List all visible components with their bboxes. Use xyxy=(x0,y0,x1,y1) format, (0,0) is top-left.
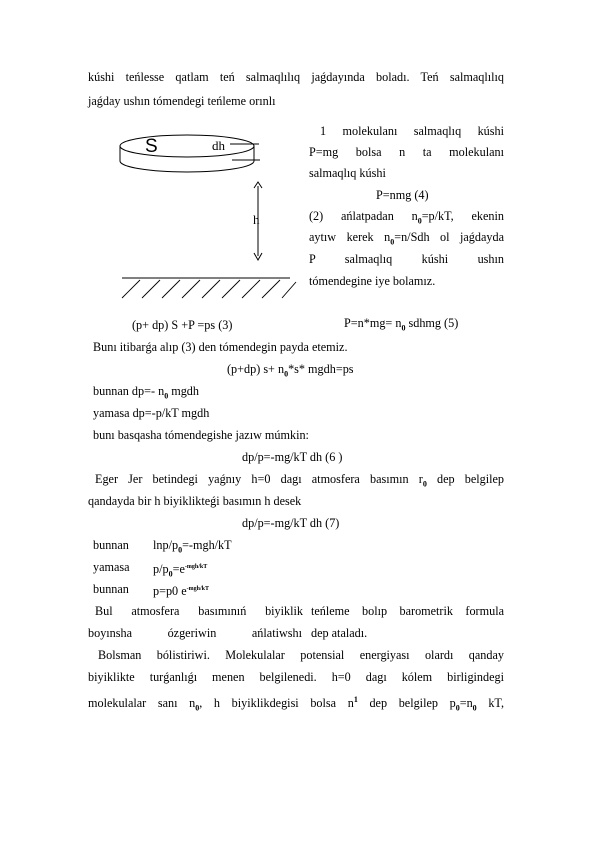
label-yamasa: yamasa xyxy=(93,560,130,574)
text-line: yamasa dp=-p/kT mgdh xyxy=(93,406,210,420)
equation-exp: $p/p_0=e^{-mgh/kT}$ xyxy=(153,562,208,579)
paragraph-line: kúshi teńlesse qatlam teń salmaqlılıq jaǵdayında boladı. Teń salmaqlılıq xyxy=(88,70,504,84)
paragraph-line: Eger Jer betindegi yaǵnıy h=0 dagı atmosfera basımın $r_0$ dep belgilep xyxy=(95,472,504,489)
text-line: aytıw kerek $n_0=n$/Sdh ol jaǵdayda xyxy=(309,230,504,247)
equation-7: dp/p=-mg/kT dh (7) xyxy=(242,516,340,530)
h-label: h xyxy=(253,212,260,227)
cylinder-top-ellipse xyxy=(120,135,254,157)
text-line: (2) ańlatpadan $n_0=p/kT$, ekenin xyxy=(309,209,504,226)
cylinder-bottom-arc xyxy=(120,161,254,172)
paragraph-line: teńleme bolıp barometrik formula xyxy=(311,604,504,618)
equation-mid: (p+dp) $s+ n_0*s*$ mgdh=ps xyxy=(227,362,354,379)
label-bunnan: bunnan xyxy=(93,582,129,596)
equation-6: dp/p=-mg/kT dh (6 ) xyxy=(242,450,343,464)
text-line: P=mg bolsa n ta molekulanı xyxy=(309,145,504,159)
equation-p0: p=p0 $e^{-mgh/kT}$ xyxy=(153,584,209,599)
label-bunnan: bunnan xyxy=(93,538,129,552)
paragraph-line: Bul atmosfera basımınıń biyiklik xyxy=(95,604,303,618)
equation-5: $P=n*mg= n_0$ sdhmg (5) xyxy=(344,316,459,333)
paragraph-line: boyınsha ózgeriwin ańlatiwshı xyxy=(88,626,302,640)
text-line: Bunı itibarǵa alıp (3) den tómendegin payda etemiz. xyxy=(93,340,348,354)
equation-4: P=nmg (4) xyxy=(376,188,429,202)
ground-hatching xyxy=(122,280,296,298)
text-line: salmaqlıq kúshi xyxy=(309,166,386,180)
text-line: tómendegine iye bolamız. xyxy=(309,274,436,288)
paragraph-line: molekulalar sanı $n_0$, h biyiklikdegisi bolsa $n^1$ dep belgilep $p_0=n_0$ kT, xyxy=(88,695,504,713)
text-line: P salmaqlıq kúshi ushın xyxy=(309,252,504,266)
paragraph-line: biyiklikte turǵanlıǵı menen belgilenedi. h=0 dagı kólem birligindegi xyxy=(88,670,504,684)
text-line: bunnan dp=- $n_0$ mgdh xyxy=(93,384,199,401)
text-line: bunı basqasha tómendegishe jazıw múmkin: xyxy=(93,428,309,442)
text-line: 1 molekulanı salmaqlıq kúshi xyxy=(320,124,504,138)
cylinder-area-label: S xyxy=(145,136,158,157)
paragraph-line: qandayda bir h biyiklikteǵi basımın h desek xyxy=(88,494,302,508)
dh-label: dh xyxy=(212,138,225,153)
equation-ln: lnp/$p_0=-mgh/kT$ xyxy=(153,538,232,555)
paragraph-line: jaǵday ushın tómendegi teńleme orınlı xyxy=(88,94,276,108)
paragraph-line: dep ataladı. xyxy=(311,626,368,640)
equation-3: (p+ dp) S +P =ps (3) xyxy=(132,318,233,332)
paragraph-line: Bolsman bólistiriwi. Molekulalar potensial energiyası olardı qanday xyxy=(98,648,504,662)
